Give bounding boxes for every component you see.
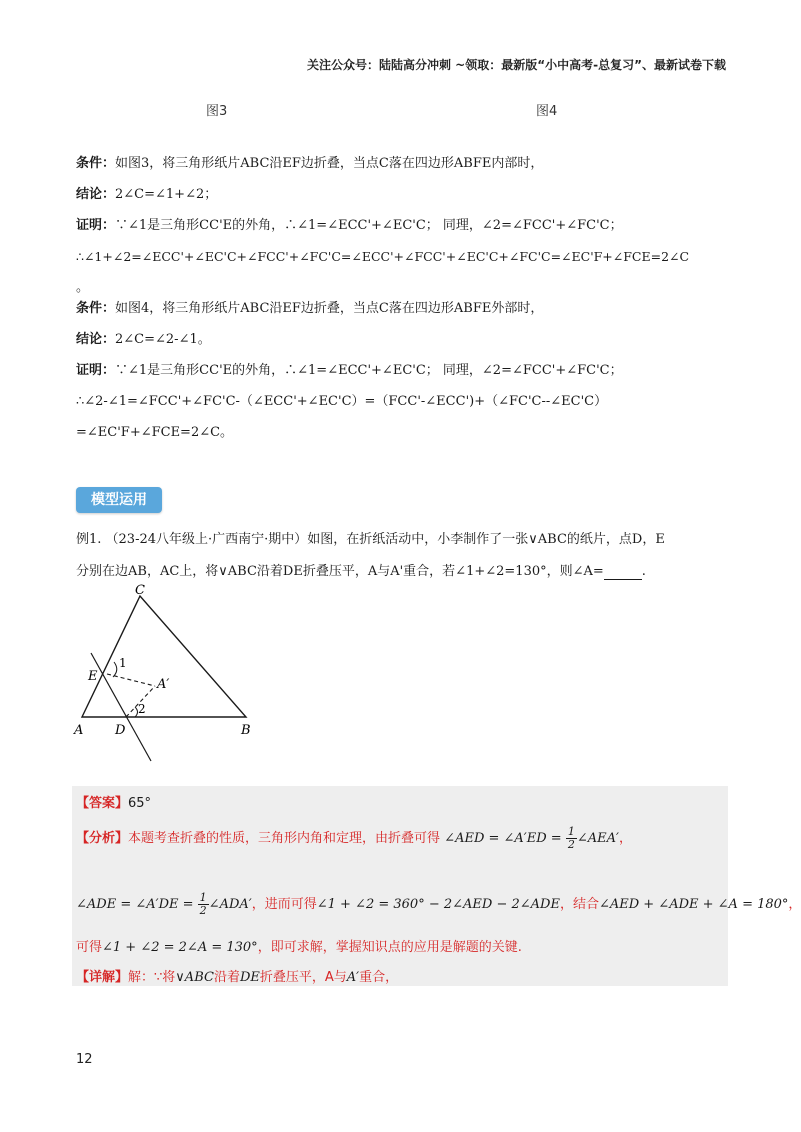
angle-1-arc xyxy=(113,662,117,677)
condition-line-2: 条件：如图4，将三角形纸片ABC沿EF边折叠，当点C落在四边形ABFE外部时， xyxy=(76,301,544,316)
analysis-line-3: 可得∠1 + ∠2 = 2∠A = 130°，即可求解，掌握知识点的应用是解题的关键. xyxy=(76,940,522,955)
figure-4-label: 图4 xyxy=(536,104,558,119)
label-a: A xyxy=(74,723,84,738)
conclusion-line-2: 结论：2∠C=∠2-∠1。 xyxy=(76,332,211,347)
figure-3-label: 图3 xyxy=(206,104,228,119)
label-a-prime: A′ xyxy=(157,677,170,692)
answer-line: 【答案】65° xyxy=(76,796,152,811)
label-1: 1 xyxy=(119,656,127,670)
answer-blank xyxy=(604,564,642,580)
page-number: 12 xyxy=(76,1052,93,1067)
label-c: C xyxy=(135,583,145,598)
label-2: 2 xyxy=(138,702,146,716)
label-b: B xyxy=(241,723,251,738)
proof-line-3: 。 xyxy=(76,280,90,295)
example-line-2: 分别在边AB，AC上，将∨ABC沿着DE折叠压平，A与A'重合，若∠1+∠2=130°，则∠A= . xyxy=(76,564,646,579)
condition-line-1: 条件：如图3，将三角形纸片ABC沿EF边折叠，当点C落在四边形ABFE内部时， xyxy=(76,156,544,171)
conclusion-line-1: 结论：2∠C=∠1+∠2； xyxy=(76,187,218,202)
proof-line-5: ∴∠2-∠1=∠FCC'+∠FC'C-（∠ECC'+∠EC'C）=（FCC'-∠ECC')+（∠FC'C--∠EC'C） xyxy=(76,394,608,409)
label-d: D xyxy=(115,723,126,738)
analysis-line-2: ∠ADE = ∠A′DE = $\frac{1}{2}$ ∠ADA′，进而可得∠1 + ∠2 = 360° − 2∠AED − 2∠ADE，结合∠AED + ∠ADE + ∠A = 180°， xyxy=(76,891,801,917)
proof-line-6: =∠EC'F+∠FCE=2∠C。 xyxy=(76,425,234,440)
model-usage-tag: 模型运用 xyxy=(76,487,162,513)
proof-line-4: 证明：∵∠1是三角形CC'E的外角，∴∠1=∠ECC'+∠EC'C； 同理，∠2=∠FCC'+∠FC'C； xyxy=(76,363,623,378)
label-e: E xyxy=(88,669,98,684)
proof-line-2: ∴∠1+∠2=∠ECC'+∠EC'C+∠FCC'+∠FC'C=∠ECC'+∠FCC'+∠EC'C+∠FC'C=∠EC'F+∠FCE=2∠C xyxy=(76,249,690,264)
fraction-half-2: $\frac{1}{2}$ xyxy=(199,891,207,917)
example-line-1: 例1. （23-24八年级上·广西南宁·期中）如图，在折纸活动中，小李制作了一张∨ABC的纸片，点D，E xyxy=(76,532,665,547)
analysis-line-1: 【分析】本题考查折叠的性质，三角形内角和定理，由折叠可得 ∠AED = ∠A′ED = $\frac{1}{2}$ ∠AEA′， xyxy=(76,825,632,851)
model-section xyxy=(76,154,732,443)
answer-panel xyxy=(72,786,801,986)
page-header: 关注公众号：陆陆高分冲刺 ~领取：最新版“小中高考-总复习”、最新试卷下载 xyxy=(307,58,726,72)
triangle-diagram xyxy=(64,578,274,758)
detail-line: 【详解】解：∵将∨ABC沿着DE折叠压平，A与A′重合， xyxy=(76,970,399,985)
triangle-abc xyxy=(82,596,246,717)
fraction-half: $\frac{1}{2}$ xyxy=(567,825,575,851)
proof-line-1: 证明：∵∠1是三角形CC'E的外角，∴∠1=∠ECC'+∠EC'C； 同理，∠2=∠FCC'+∠FC'C； xyxy=(76,218,623,233)
